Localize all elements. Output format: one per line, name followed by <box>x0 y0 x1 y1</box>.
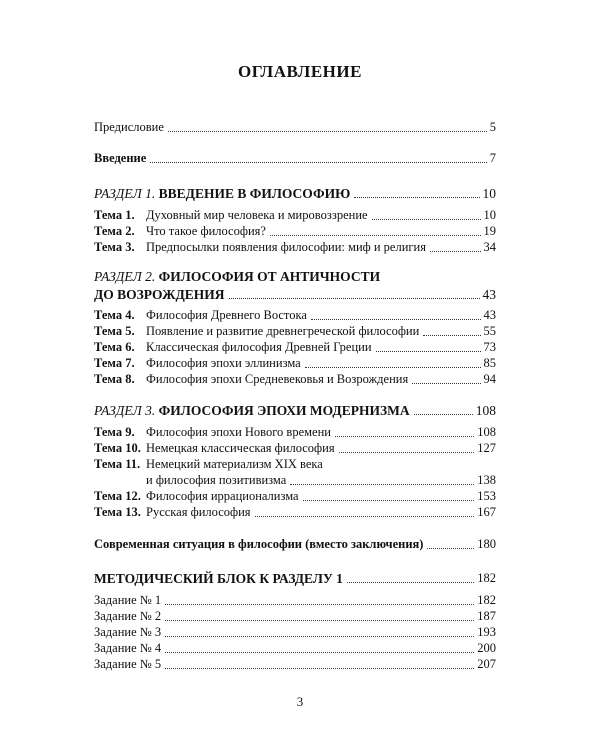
topic-number: Тема 11. <box>94 457 141 471</box>
entry-label: Духовный мир человека и мировоззрение <box>146 208 368 222</box>
entry-page: 55 <box>483 324 496 338</box>
page-number: 3 <box>296 694 304 709</box>
topic-number: Тема 5. <box>94 324 135 338</box>
entry-page: 138 <box>477 473 496 487</box>
entry-page: 193 <box>477 625 496 639</box>
toc-entry-topic-2[interactable] <box>94 223 496 240</box>
toc-section-3[interactable] <box>94 402 496 419</box>
dot-leader <box>229 298 480 299</box>
section-label: ФИЛОСОФИЯ ЭПОХИ МОДЕРНИЗМА <box>158 403 410 418</box>
toc-entry-topic-4[interactable] <box>94 307 496 324</box>
toc-entry-topic-10[interactable] <box>94 440 496 457</box>
entry-page: 73 <box>483 340 496 354</box>
dot-leader <box>270 235 481 236</box>
entry-label: Классическая философия Древней Греции <box>146 340 372 354</box>
entry-label: Появление и развитие древнегреческой философии <box>146 324 420 338</box>
entry-page: 127 <box>477 441 496 455</box>
dot-leader <box>165 668 474 669</box>
dot-leader <box>335 436 474 437</box>
dot-leader <box>150 162 486 163</box>
dot-leader <box>430 251 481 252</box>
entry-label: Введение <box>94 151 147 165</box>
toc-entry-intro[interactable] <box>94 150 496 167</box>
topic-number: Тема 2. <box>94 224 135 238</box>
entry-page: 10 <box>482 186 496 201</box>
toc-entry-topic-6[interactable] <box>94 339 496 356</box>
dot-leader <box>255 516 475 517</box>
topic-number: Тема 6. <box>94 340 135 354</box>
entry-page: 19 <box>483 224 496 238</box>
toc-entry-topic-11[interactable] <box>94 472 496 489</box>
toc-section-1[interactable] <box>94 185 496 202</box>
entry-label: Что такое философия? <box>146 224 266 238</box>
entry-page: 5 <box>489 120 496 134</box>
entry-page: 10 <box>483 208 496 222</box>
toc-entry-task-3[interactable] <box>94 624 496 641</box>
entry-label: Русская философия <box>146 505 251 519</box>
page-title: ОГЛАВЛЕНИЕ <box>238 62 362 81</box>
topic-number: Тема 9. <box>94 425 135 439</box>
dot-leader <box>423 335 480 336</box>
section-prefix: РАЗДЕЛ 3. <box>94 403 156 418</box>
entry-label: Задание № 1 <box>94 593 162 607</box>
dot-leader <box>427 548 474 549</box>
toc-entry-topic-11-line1 <box>94 456 323 473</box>
entry-label: Философия эпохи Средневековья и Возрождения <box>146 372 409 386</box>
entry-label: Задание № 2 <box>94 609 162 623</box>
entry-page: 187 <box>477 609 496 623</box>
entry-label: Предисловие <box>94 120 164 134</box>
entry-page: 7 <box>489 151 496 165</box>
topic-number: Тема 10. <box>94 441 141 455</box>
dot-leader <box>168 131 487 132</box>
toc-entry-topic-3[interactable] <box>94 239 496 256</box>
toc-entry-topic-8[interactable] <box>94 371 496 388</box>
toc-entry-modern[interactable] <box>94 536 496 553</box>
entry-label: МЕТОДИЧЕСКИЙ БЛОК К РАЗДЕЛУ 1 <box>94 571 343 586</box>
dot-leader <box>305 367 481 368</box>
toc-entry-task-2[interactable] <box>94 608 496 625</box>
entry-page: 43 <box>483 308 496 322</box>
dot-leader <box>414 414 473 415</box>
topic-number: Тема 7. <box>94 356 135 370</box>
topic-number: Тема 3. <box>94 240 135 254</box>
toc-entry-method-block[interactable] <box>94 570 496 587</box>
toc-entry-task-5[interactable] <box>94 656 496 673</box>
dot-leader <box>311 319 481 320</box>
entry-label: Немецкий материализм XIX века <box>146 457 323 471</box>
toc-entry-topic-7[interactable] <box>94 355 496 372</box>
entry-page: 182 <box>477 593 496 607</box>
section-prefix: РАЗДЕЛ 1. <box>94 186 156 201</box>
section-label-cont: ДО ВОЗРОЖДЕНИЯ <box>94 287 225 302</box>
entry-label: Философия эпохи Нового времени <box>146 425 331 439</box>
section-label: ВВЕДЕНИЕ В ФИЛОСОФИЮ <box>158 186 351 201</box>
entry-page: 108 <box>475 403 496 418</box>
entry-page: 43 <box>482 287 496 302</box>
entry-label: Философия эпохи эллинизма <box>146 356 301 370</box>
toc-section-2[interactable] <box>94 286 496 303</box>
toc-entry-task-4[interactable] <box>94 640 496 657</box>
entry-label: Философия иррационализма <box>146 489 299 503</box>
entry-page: 85 <box>483 356 496 370</box>
toc-entry-topic-1[interactable] <box>94 207 496 224</box>
entry-page: 34 <box>483 240 496 254</box>
topic-number: Тема 12. <box>94 489 141 503</box>
toc-entry-topic-9[interactable] <box>94 424 496 441</box>
toc-entry-preface[interactable] <box>94 119 496 136</box>
entry-label-cont: и философия позитивизма <box>146 473 287 487</box>
entry-page: 207 <box>477 657 496 671</box>
dot-leader <box>290 484 474 485</box>
entry-page: 182 <box>477 571 496 585</box>
dot-leader <box>412 383 480 384</box>
dot-leader <box>376 351 481 352</box>
toc-entry-topic-5[interactable] <box>94 323 496 340</box>
dot-leader <box>347 582 474 583</box>
entry-label: Философия Древнего Востока <box>146 308 307 322</box>
dot-leader <box>354 197 479 198</box>
section-label: ФИЛОСОФИЯ ОТ АНТИЧНОСТИ <box>158 269 381 284</box>
entry-page: 94 <box>483 372 496 386</box>
entry-label: Современная ситуация в философии (вместо заключения) <box>94 537 424 551</box>
topic-number: Тема 13. <box>94 505 141 519</box>
toc-entry-task-1[interactable] <box>94 592 496 609</box>
dot-leader <box>165 636 474 637</box>
toc-entry-topic-13[interactable] <box>94 504 496 521</box>
entry-label: Немецкая классическая философия <box>146 441 335 455</box>
dot-leader <box>339 452 475 453</box>
entry-page: 180 <box>477 537 496 551</box>
dot-leader <box>165 604 474 605</box>
entry-page: 200 <box>477 641 496 655</box>
dot-leader <box>165 652 474 653</box>
entry-page: 153 <box>477 489 496 503</box>
toc-entry-topic-12[interactable] <box>94 488 496 505</box>
dot-leader <box>372 219 481 220</box>
entry-page: 167 <box>477 505 496 519</box>
topic-number: Тема 1. <box>94 208 135 222</box>
entry-label: Задание № 5 <box>94 657 162 671</box>
entry-label: Задание № 3 <box>94 625 162 639</box>
entry-label: Задание № 4 <box>94 641 162 655</box>
entry-label: Предпосылки появления философии: миф и религия <box>146 240 426 254</box>
toc-section-2-line1 <box>94 268 380 285</box>
entry-page: 108 <box>477 425 496 439</box>
section-prefix: РАЗДЕЛ 2. <box>94 269 156 284</box>
dot-leader <box>303 500 475 501</box>
dot-leader <box>165 620 474 621</box>
topic-number: Тема 8. <box>94 372 135 386</box>
topic-number: Тема 4. <box>94 308 135 322</box>
